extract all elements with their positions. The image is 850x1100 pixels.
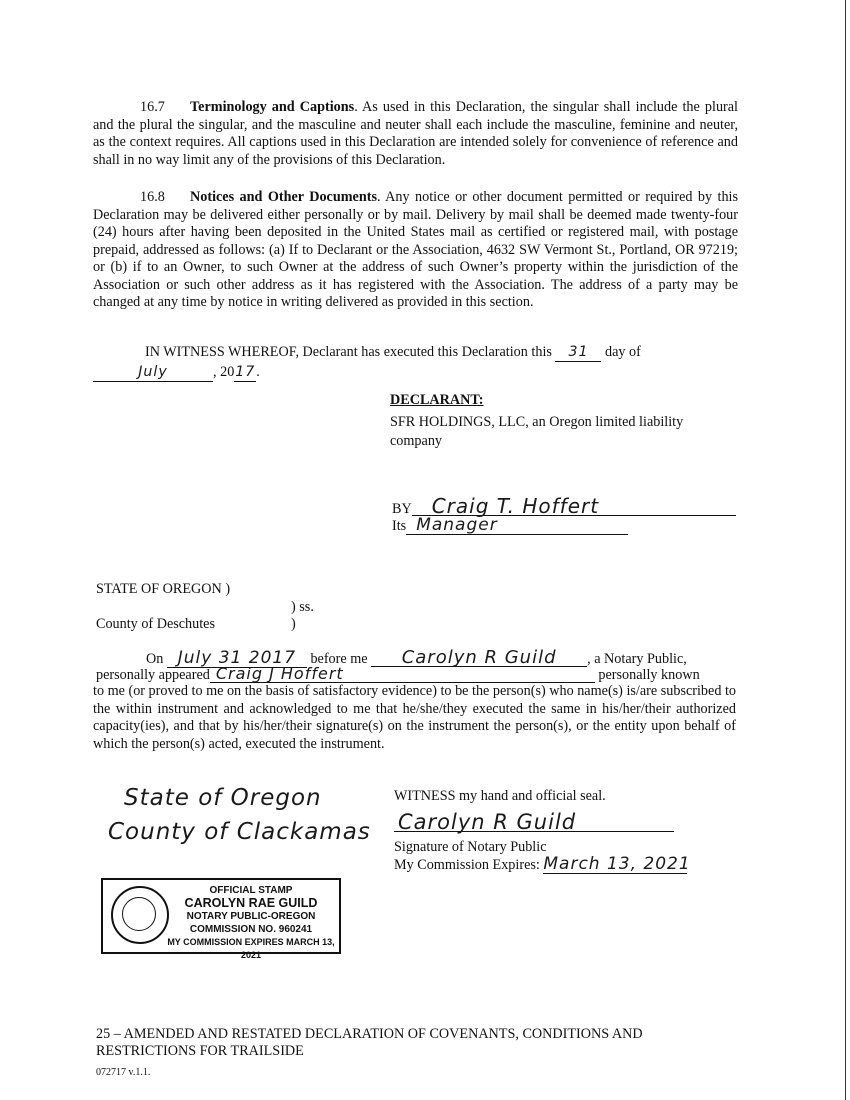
section-heading: Terminology and Captions: [190, 99, 355, 115]
ack-date: July 31 2017: [167, 650, 307, 668]
handwritten-state: State of Oregon: [124, 785, 322, 811]
notary-public-label: , a Notary Public,: [587, 651, 687, 667]
stamp-text: [165, 884, 337, 962]
official-stamp: [101, 878, 341, 960]
acknowledgment-line2: [96, 665, 700, 685]
section-number: 16.7: [140, 99, 165, 115]
declarant-entity-line2: company: [390, 433, 443, 449]
its-label: Its: [392, 518, 407, 534]
section-16-8: [93, 189, 738, 312]
notary-signature-label: Signature of Notary Public: [394, 839, 547, 855]
notary-signature: Carolyn R Guild: [394, 814, 674, 832]
year-suffix: .: [256, 364, 260, 380]
declarant-signature: Craig T. Hoffert: [412, 498, 736, 516]
notary-county-paren: ): [291, 616, 296, 632]
notary-ss: ) ss.: [291, 599, 314, 615]
witness-seal-text: WITNESS my hand and official seal.: [394, 788, 606, 804]
before-me-label: before me: [310, 651, 368, 667]
day-field: 31: [555, 344, 601, 362]
witness-text: IN WITNESS WHEREOF, Declarant has executed this Declaration this: [145, 344, 552, 360]
witness-whereof-line: [145, 344, 641, 362]
its-value: Manager: [406, 517, 628, 535]
stamp-line-notary: NOTARY PUBLIC-OREGON: [186, 911, 316, 922]
appeared-name-field: Craig J Hoffert: [210, 665, 595, 683]
notary-signature-line: [394, 810, 674, 835]
expires-label: My Commission Expires:: [394, 857, 540, 873]
notary-county: County of Deschutes: [96, 616, 216, 632]
state-seal-icon: [111, 886, 169, 944]
stamp-line-name: CAROLYN RAE GUILD: [184, 896, 318, 910]
handwritten-county: County of Clackamas: [108, 819, 371, 845]
declarant-heading: DECLARANT:: [390, 392, 484, 408]
year-prefix: , 20: [213, 364, 235, 380]
day-suffix: day of: [605, 344, 641, 360]
month-field: July: [93, 364, 213, 382]
commission-expires-line: [394, 854, 691, 875]
witness-date-line: [93, 364, 260, 382]
appeared-label: personally appeared: [96, 667, 210, 683]
its-line: [392, 517, 628, 536]
page-edge-line: [845, 0, 846, 1100]
notary-state: STATE OF OREGON ): [96, 581, 231, 597]
stamp-line-expires: MY COMMISSION EXPIRES MARCH 13, 2021: [167, 937, 335, 960]
section-16-7: [93, 99, 738, 169]
section-heading: Notices and Other Documents: [190, 189, 377, 205]
stamp-line-title: OFFICIAL STAMP: [209, 885, 293, 896]
known-label: personally known: [598, 667, 700, 683]
year-field: 17: [235, 364, 256, 380]
declarant-entity-line1: SFR HOLDINGS, LLC, an Oregon limited liability: [390, 414, 684, 430]
notary-name-field: Carolyn R Guild: [371, 649, 587, 667]
section-number: 16.8: [140, 189, 165, 205]
section-body: . Any notice or other document permitted or required by this Declaration may be delivered either personally or by mail. Delivery by mail shall be deemed made twenty-four (24) hours after having been deposited in the United States mail as certified or registered mail, with postage prepaid, addressed as follows: (a) If to Declarant or the Association, 4632 SW Vermont St., Portland, OR 97219; or (b) if to an Owner, to such Owner at the address of such Owner’s property within the jurisdiction of the Association or such other address as it has registered with the Association. The address of a party may be changed at any time by notice in writing delivered as provided in this section.: [93, 189, 739, 310]
acknowledgment-body: to me (or proved to me on the basis of satisfactory evidence) to be the person(s) who name(s) is/are subscribed to the within instrument and acknowledged to me that he/she/they executed the same in his/her/their authorized capacity(ies), and that by his/her/their signature(s) on the instrument the person(s), or the entity upon behalf of which the person(s) acted, executed the instrument.: [93, 683, 736, 752]
on-label: On: [146, 651, 164, 667]
section-body: . As used in this Declaration, the singular shall include the plural and the plural the singular, and the masculine and neuter shall each include the masculine, feminine and neuter, as the context requires. All captions used in this Declaration are intended solely for convenience of reference and shall in no way limit any of the provisions of this Declaration.: [93, 99, 739, 168]
document-version: 072717 v.1.1.: [96, 1067, 151, 1078]
expires-value: March 13, 2021: [543, 854, 691, 874]
page-footer-title: 25 – AMENDED AND RESTATED DECLARATION OF COVENANTS, CONDITIONS AND RESTRICTIONS FOR TRAILSIDE: [96, 1026, 643, 1059]
stamp-line-commission: COMMISSION NO. 960241: [189, 924, 313, 935]
by-label: BY: [392, 501, 412, 517]
